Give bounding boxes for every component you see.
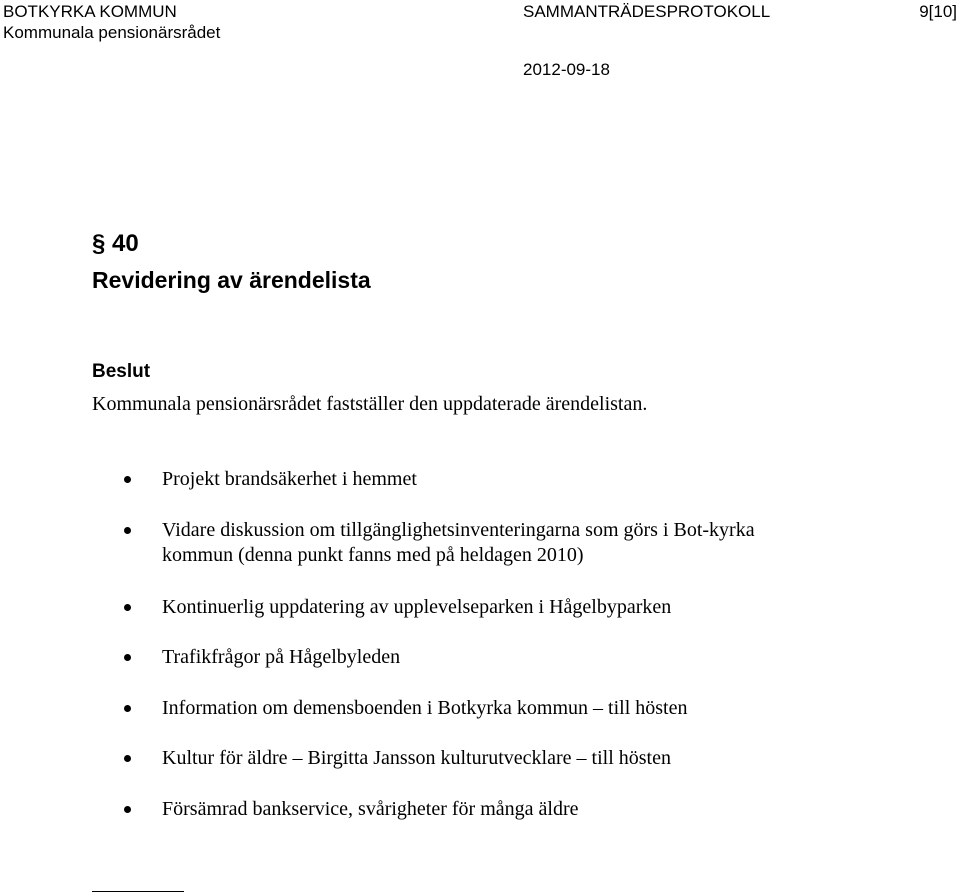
- document-type: SAMMANTRÄDESPROTOKOLL: [523, 2, 771, 21]
- section-title: Revidering av ärendelista: [92, 267, 371, 293]
- list-item: [124, 645, 784, 670]
- decision-text: Kommunala pensionärsrådet fastställer den uppdaterade ärendelistan.: [92, 393, 648, 415]
- list-item: [124, 467, 784, 492]
- list-item-text: Försämrad bankservice, svårigheter för många äldre: [162, 798, 579, 820]
- bullet-icon: [124, 527, 131, 534]
- list-item-text: Vidare diskussion om tillgänglighetsinventeringarna som görs i Bot-kyrka kommun (denna punkt fanns med på heldagen 2010): [162, 519, 755, 566]
- list-item: [124, 696, 784, 721]
- organization-name: BOTKYRKA KOMMUN: [3, 2, 177, 21]
- list-item-text: Kultur för äldre – Birgitta Jansson kulturutvecklare – till hösten: [162, 747, 671, 769]
- page-number: 9[10]: [919, 2, 957, 21]
- list-item: [124, 595, 784, 620]
- list-item: [124, 746, 784, 771]
- bullet-icon: [124, 705, 131, 712]
- list-item: [124, 797, 784, 822]
- list-item-text: Information om demensboenden i Botkyrka kommun – till hösten: [162, 697, 688, 719]
- bullet-icon: [124, 755, 131, 762]
- list-item: [124, 518, 784, 568]
- decision-heading: Beslut: [92, 361, 151, 382]
- bullet-icon: [124, 654, 131, 661]
- section-number: § 40: [92, 230, 139, 257]
- footnote-rule: [92, 891, 184, 892]
- committee-name: Kommunala pensionärsrådet: [3, 23, 221, 42]
- list-item-text: Projekt brandsäkerhet i hemmet: [162, 468, 417, 490]
- meeting-date: 2012-09-18: [523, 60, 610, 79]
- bullet-icon: [124, 806, 131, 813]
- list-item-text: Kontinuerlig uppdatering av upplevelseparken i Hågelbyparken: [162, 596, 672, 618]
- list-item-text: Trafikfrågor på Hågelbyleden: [162, 646, 401, 668]
- bullet-icon: [124, 476, 131, 483]
- bullet-icon: [124, 604, 131, 611]
